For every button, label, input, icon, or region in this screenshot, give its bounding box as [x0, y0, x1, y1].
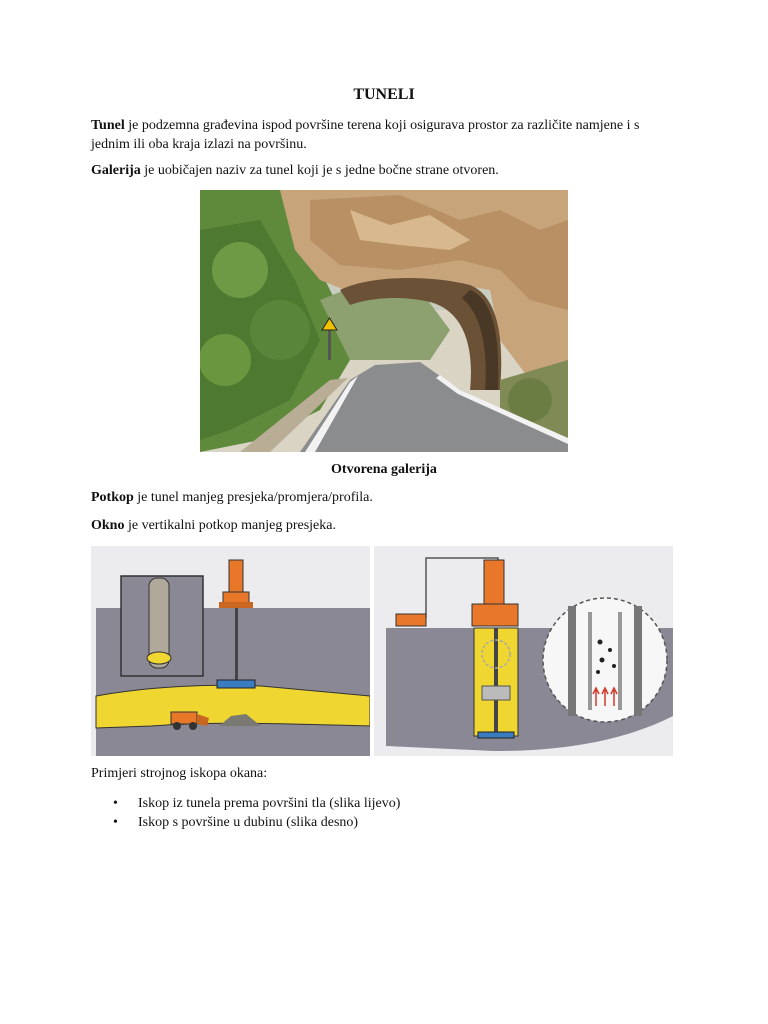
- definition-tunel: [91, 116, 651, 154]
- term-galerija: Galerija: [91, 163, 141, 178]
- list-item: [91, 794, 400, 813]
- open-gallery-photo: [200, 190, 568, 452]
- definition-okno-text: je vertikalni potkop manjeg presjeka.: [124, 518, 336, 533]
- definition-tunel-text: je podzemna građevina ispod površine terena koji osigurava prostor za različite namjene i s jednim ili oba kraja izlazi na površinu.: [91, 118, 640, 152]
- shaft-sinking-diagram: [374, 546, 673, 756]
- page-title: TUNELI: [353, 86, 415, 103]
- term-potkop: Potkop: [91, 490, 134, 505]
- definition-galerija-text: je uobičajen naziv za tunel koji je s jedne bočne strane otvoren.: [140, 163, 499, 178]
- definition-potkop: [91, 488, 651, 507]
- list-item-text: Iskop s površine u dubinu (slika desno): [138, 815, 359, 830]
- definition-okno: [91, 516, 651, 535]
- definition-galerija: [91, 161, 651, 180]
- bullet-icon: •: [113, 815, 118, 830]
- photo-caption: Otvorena galerija: [331, 462, 437, 477]
- examples-intro: Primjeri strojnog iskopa okana:: [91, 766, 268, 781]
- term-okno: Okno: [91, 518, 125, 533]
- shaft-raise-diagram: [91, 546, 370, 756]
- bullet-icon: •: [113, 796, 118, 811]
- list-item-text: Iskop iz tunela prema površini tla (slika lijevo): [138, 796, 401, 811]
- definition-potkop-text: je tunel manjeg presjeka/promjera/profila.: [133, 490, 373, 505]
- term-tunel: Tunel: [91, 118, 125, 133]
- examples-list: [91, 794, 400, 832]
- list-item: [91, 813, 400, 832]
